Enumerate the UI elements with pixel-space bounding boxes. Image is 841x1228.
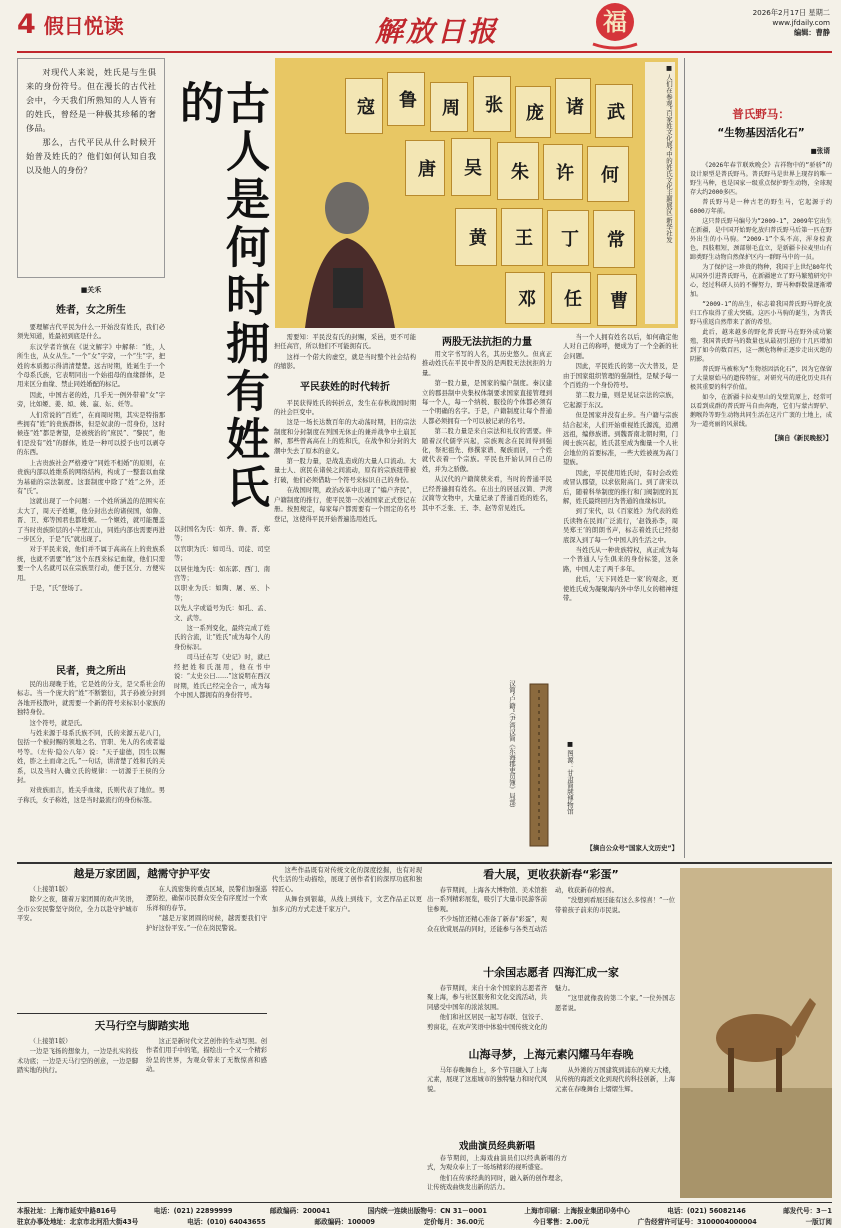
surname-tile: 邓 — [505, 272, 545, 324]
footer-item: 本报社址：上海市延安中路816号 — [17, 1207, 117, 1215]
footer-item: 邮政编码：100009 — [314, 1218, 376, 1226]
sidebar-paragraph: 《2026年春节联欢晚会》吉祥物中的“骄骄”的设计原型是普氏野马。普氏野马是世界上现存的唯一野生马种，也是国家一级重点保护野生动物，全球现存大约2000多匹。 — [690, 162, 832, 196]
surname-tile: 王 — [501, 208, 543, 266]
body-paragraph: 民的出现晚于姓，它是姓的分支，是父系社会的标志。当一个庞大的“姓”不断繁衍，其子孙被分封到各地开枝散叶，就需要一个新的符号来标识小家族的独特身份。 — [17, 681, 165, 717]
body-paragraph: 这一系列变化，最终完成了姓氏的合流，让“姓氏”成为每个人的身份标识。 — [174, 625, 270, 651]
surname-tile: 曹 — [597, 274, 637, 326]
body-paragraph: 这个符号，就是氏。 — [29, 719, 87, 727]
brief-4 — [427, 866, 675, 961]
brief-paragraph: 春节期间，来自十余个国家的志愿者齐聚上海，参与社区服务和文化交流活动，共同感受中国年的浓浓氛围。 — [427, 985, 547, 1011]
sidebar-paragraph: 此后，越来越多的野化普氏野马在野外成功繁殖，我国普氏野马的数量也从最初引进的十几匹增加到了如今的数百匹，这一濒危物种正逐步走出灭绝的阴影。 — [690, 329, 832, 363]
body-paragraph: 到了宋代，以《百家姓》为代表的姓氏读物在民间广泛流行，‘赵钱孙李，周吴郑王’的朗朗书声，标志着姓氏已经彻底深入到了每一个中国人的生活之中。 — [563, 508, 678, 544]
brief-paragraph: 春节期间，上海各大博物馆、美术馆推出一系列精彩展览，吸引了大量市民游客前往参观。 — [427, 887, 547, 913]
body-paragraph: 以官职为氏：如司马、司徒、司空等； — [174, 545, 270, 563]
page-number: 4 — [17, 8, 36, 40]
body-paragraph: 用文字书写的人名，其历史悠久。但真正推动姓氏在平民中普及的是两股无法抗拒的力量。 — [422, 351, 552, 377]
surname-tile: 诸 — [555, 78, 591, 134]
body-paragraph: 第一股力量，是国家的编户制度。秦汉建立的郡县制中央集权体制要求国家直接管理到每一个人，每一个纳税、服役的个体都必须有一个明确的名字。于是，户籍制度让每个普通人都必须拥有一个可以被记录的名号。 — [422, 380, 552, 425]
masthead-logo — [375, 10, 553, 48]
brief-paragraph: “没想到看展还能有这么多惊喜！”一位带着孩子前来的市民说。 — [555, 897, 675, 914]
fu-seal — [585, 0, 645, 52]
section-name: 假日悦读 — [43, 13, 124, 38]
masthead-text: 解放日报 — [375, 15, 500, 48]
sidebar-paragraph: 普氏野马被称为“生物基因活化石”，因为它保留了大量原始马的遗传特征，对研究马的进化历史具有极其重要的科学价值。 — [690, 366, 832, 391]
brief-paragraph: 这些作品既有对传统文化的深度挖掘，也有对现代生活的生动描绘，展现了创作者们的深厚功底和独特匠心。 — [272, 867, 422, 893]
brief-paragraph: 一边是飞扬的想象力，一边是扎实的技术功底；一边是天马行空的创意，一边是脚踏实地的执行。 — [17, 1048, 138, 1075]
footer-item: 今日零售：2.00元 — [533, 1218, 589, 1226]
header-meta — [718, 8, 830, 38]
surname-tile: 武 — [595, 84, 633, 138]
sidebar-credit: 【摘自《新民晚报》】 — [771, 434, 832, 442]
sidebar-paragraph: 普氏野马是一种古老的野生马，它起源于约6000万年前。 — [690, 199, 832, 215]
brief-3 — [272, 866, 422, 1198]
sidebar-byline: ■张谞 — [810, 147, 830, 155]
main-title: 古人是何时拥有姓氏的 — [172, 80, 269, 512]
brief-lede: （上接第1版） — [29, 886, 72, 893]
body-paragraph: 这是一场长达数百年的大动荡时期，旧的宗法制度和分封制度在列国无休止的兼并战争中土崩瓦解，那些曾高高在上的姓和氏，在战争和分封的大潮中失去了原本的意义。 — [274, 419, 416, 455]
surname-tile: 任 — [551, 272, 591, 324]
brief-lede: （上接第1版） — [29, 1038, 72, 1045]
body-paragraph: 当一个人拥有姓名以后，如何确定他人对自己的称呼，便成为了一个全新的社会问题。 — [563, 334, 678, 360]
surname-tile: 吴 — [451, 138, 491, 196]
subhead-3: 平民获姓的时代转折 — [300, 381, 390, 393]
footer-item: 电话：(021) 22899999 — [153, 1207, 233, 1215]
body-paragraph: 需要知：平民没有氏的封赐，采邑，更不可能担任高官，所以他们不可能拥有氏。 — [274, 334, 416, 351]
brief-paragraph: 这正是新时代文艺创作的生动写照。创作者们用手中的笔，描绘出一个又一个精彩纷呈的世界，为观众带来了无数惊喜和感动。 — [146, 1038, 267, 1074]
footer-item: 定价每月：36.00元 — [423, 1218, 485, 1226]
body-paragraph: 当姓氏从一种贵族特权，真正成为每一个普通人与生俱来的身份标签，这条路，中国人走了两千多年。 — [563, 546, 678, 573]
svg-text:福: 福 — [603, 7, 627, 36]
subhead-4: 两股无法抗拒的力量 — [442, 337, 532, 348]
brief-paragraph: 马年春晚舞台上，多个节目融入了上海元素，展现了这座城市的独特魅力和时代风貌。 — [427, 1067, 547, 1093]
body-paragraph: 人们常说的“百姓”，在商周时期，其实是特指那些拥有“姓”的贵族群体，但是奴隶的一贯身份，这时候连“姓”都是奢望，是被统治的“庶民”、“黎民”，他们是没有“姓”的群体，姓是一种可以授予也可以剥夺的东西。 — [17, 411, 165, 457]
sidebar-paragraph: 如今，在新疆卡拉麦里山的戈壁荒原上，经常可以看到成群的普氏野马自由奔跑，它们与蒙古野驴、鹅喉羚等野生动物共同生活在这片广袤的土地上，成为一道亮丽的风景线。 — [690, 394, 832, 428]
body-paragraph: 对贵族而言，姓关乎血缘，氏则代表了地位。男子称氏，女子称姓，这是当时最流行的身份标签。 — [17, 787, 165, 804]
body-paragraph: 上古贵族社会严格遵守“同姓不相婚”的原则，在贵族内部以姓维系的网络结构，构成了一整套以血缘为基础的宗法制度。这套制度中除了“姓”之外，还有“氏”。 — [17, 459, 165, 495]
brief-paragraph: 从舞台到银幕，从线上到线下，文艺作品正以更加多元的方式走进千家万户。 — [272, 896, 422, 913]
brief-paragraph: 春节期间，上海戏曲演员们以经典新唱的方式，为观众奉上了一场场精彩的视听盛宴。 — [427, 1155, 567, 1172]
body-paragraph: 以封国名为氏：如齐、鲁、晋、郑等； — [174, 526, 270, 543]
brief-paragraph: 不少场馆还精心准备了新春“彩蛋”，观众在欣赏展品的同时，还能参与各类互动活动，收获新春的惊喜。 — [427, 887, 618, 933]
brief-paragraph: 除夕之夜，随着万家团圆的欢声笑语，全市公安民警坚守岗位，全力以赴守护城市平安。 — [17, 896, 138, 923]
body-paragraph: 以职业为氏：如陶、屠、巫、卜等； — [174, 585, 270, 602]
footer-item: 邮发代号：3－1 — [783, 1207, 832, 1215]
footer-rule — [17, 1202, 832, 1203]
brief-divider — [17, 1013, 267, 1014]
body-paragraph: 东汉学者许慎在《说文解字》中解释：“姓，人所生也，从女从生。”一个“女”字旁，一个“生”字，把姓的本质揭示得清清楚楚。远古时期，姓诞生于一个个母系氏族，它表明同出一个始祖母的血缘群体，是用来区分血缘、禁止同姓婚配的标记。 — [17, 343, 165, 389]
section-badge — [17, 4, 146, 44]
surname-tile: 黄 — [455, 208, 497, 266]
surname-tile: 庞 — [515, 86, 551, 138]
footer-item: 邮政编码：200041 — [269, 1207, 331, 1215]
body-paragraph: 于是，“氏”登场了。 — [29, 584, 87, 592]
main-col-1b — [17, 680, 165, 855]
bamboo-slip-image — [518, 680, 560, 850]
main-col-3 — [274, 333, 416, 855]
brief-title: 天马行空与脚踏实地 — [94, 1020, 190, 1032]
body-paragraph: 此后，‘天下同姓是一家’的观念，更使姓氏成为凝聚海内外中华儿女的精神纽带。 — [563, 576, 678, 602]
footer-item: 电话：(010) 64043655 — [187, 1218, 266, 1226]
brief-paragraph: 在人流密集的重点区域，民警们加强巡逻防控，确保市民群众安全有序度过一个欢乐祥和的春节。 — [146, 886, 267, 912]
body-paragraph: 因此，平民使用姓氏时，有时会改姓或冒认郡望，以求依附高门。到了唐宋以后，随着科举制度的推行和门阀制度的瓦解，姓氏最终回归为普通的血缘标识。 — [563, 469, 678, 505]
website[interactable]: www.jfdaily.com — [772, 18, 830, 27]
surname-tile: 常 — [593, 210, 635, 268]
surname-tile: 周 — [430, 82, 468, 132]
main-col-2 — [174, 525, 270, 855]
body-paragraph: 因此，中国古老的姓，几乎无一例外带着“女”字旁，比如姬、姜、姒、姚、嬴、妘、妊等。 — [17, 391, 165, 409]
editor: 编辑：曹静 — [794, 28, 830, 37]
bottom-section-rule — [17, 862, 832, 864]
sidebar-paragraph: 这只普氏野马编号为“2009-1”，2009年它出生在新疆，是中国开始野化放归普氏野马后第一匹在野外出生的小马驹。“2009-1”个头不高，浑身棕黄色，四肢粗短，颈部鬃毛直立，是新疆卡拉麦里山有蹄类野生动物自然保护区内一群野马中的一员。 — [690, 218, 832, 261]
footer-row-2 — [17, 1216, 832, 1226]
body-paragraph: 以先人字或谥号为氏：如孔、孟、文、武等。 — [174, 605, 270, 622]
body-paragraph: 对于平民来说，他们并不属于高高在上的贵族系统，也就不需要“姓”这个东西来标记血缘，他们只需要一个人名就可以在宗族里行动，便于区分、方便实用。 — [17, 546, 165, 582]
brief-title: 戏曲演员经典新唱 — [458, 1141, 535, 1152]
body-paragraph: 第二股力量是来自宗法和礼仪的需要。伴随着汉代儒学兴起，宗族观念在民间得到强化，祭祀祖先、修撰家谱、聚族而居，一个姓就代表着一个宗族。平民也开始认同自己的姓，并为之骄傲。 — [422, 428, 552, 473]
brief-title: 看大展，更收获新春“彩蛋” — [483, 868, 619, 881]
body-paragraph: 从汉代的户籍简牍来看，当时的普通平民已经普遍拥有姓名。在出土的居延汉简、尹湾汉简等文物中，大量记录了普通百姓的姓名，其中不乏张、王、李、赵等常见姓氏。 — [422, 476, 552, 512]
subhead-2: 民者，贵之所出 — [56, 666, 126, 677]
photo-caption: ■ 人们在参观“百家姓文化展”中的姓氏文化主题展区 新华社发 — [645, 62, 675, 324]
page-header — [0, 0, 841, 52]
main-col-1 — [17, 323, 165, 658]
sidebar-divider — [684, 58, 685, 858]
byline: ■关禾 — [80, 286, 102, 294]
sidebar-article — [690, 106, 832, 858]
brief-paragraph: 他们在传承经典的同时，融入新的创作理念，让传统戏曲焕发出新的活力。 — [427, 1174, 567, 1192]
intro-box — [17, 58, 165, 278]
brief-paragraph: “越是万家团圆的时候，越需要我们守护好这份平安。”一位在岗民警说。 — [146, 915, 267, 932]
main-byline — [17, 285, 165, 316]
main-col-5 — [563, 333, 678, 843]
surname-tile: 鲁 — [387, 72, 425, 126]
brief-paragraph: 他们和社区居民一起写春联、包饺子、剪窗花，在欢声笑语中体验中国传统文化的魅力。 — [427, 985, 574, 1031]
sidebar-paragraph: “2009-1”的出生，标志着我国普氏野马野化放归工作取得了重大突破。这匹小马驹的诞生，为普氏野马重返自然带来了新的希望。 — [690, 301, 832, 326]
body-paragraph: 与姓来源于母系氏族不同，氏的来源五花八门，包括一个被封赐的领地之名、官职、先人的名或者谥号等。（左传·隐公八年）说：“天子建德，因生以赐姓，胙之土而命之氏。”一句话，讲清楚了姓和氏的关系，以及当时人确立氏的规律：一切源于王侯的分封。 — [17, 730, 165, 785]
bamboo-slip-caption: 汉简“户籍”（尹湾汉简《东海郡吏员簿》局部） — [508, 680, 516, 812]
brief-2 — [17, 1018, 267, 1198]
brief-6 — [427, 1046, 675, 1136]
body-paragraph: 这就出现了一个问题：一个姓所涵盖的范围实在太大了，周天子姓姬，他分封出去的诸侯国，如鲁、晋、卫、郑等国君也都姓姬。一个姬姓，就可能覆盖了当时贵族阶层的小半壁江山，同姓内部也需要再进一步区分，于是“氏”就出现了。 — [17, 498, 165, 543]
surname-tile: 唐 — [405, 140, 445, 196]
sidebar-subtitle: “生物基因活化石” — [717, 127, 805, 139]
brief-title: 越是万家团圆，越需守护平安 — [73, 868, 211, 880]
body-paragraph: 在战国时期，政治改革中出现了“编户齐民”，户籍制度的推行，使平民第一次被国家正式登记在册。按照规定，每家每户都需要有一个固定的名号登记，这使得平民开始普遍选用姓氏。 — [274, 487, 416, 523]
surname-wall-photo — [275, 58, 678, 328]
brief-7 — [427, 1138, 567, 1198]
footer-item: 驻京办事处地址：北京市北河沿大街43号 — [17, 1218, 139, 1226]
footer-item: 上海市印刷：上海报业集团印务中心 — [524, 1207, 630, 1215]
header-rule — [17, 51, 832, 53]
footer-item: 一版订阅 — [805, 1218, 832, 1226]
brief-5 — [427, 964, 675, 1044]
footer-item: 广告经营许可证号：3100004000004 — [637, 1218, 757, 1226]
surname-tile: 许 — [543, 144, 583, 200]
body-paragraph: 但是国家并没有止步。当户籍与宗族结合起来，人们开始重视姓氏源流，追溯远祖，编修族谱。到魏晋南北朝时期，门阀士族兴起，姓氏甚至成为衡量一个人社会地位的首要标准，一些大姓被视为高门望族。 — [563, 412, 678, 467]
sidebar-paragraph: 为了保护这一珍贵的物种，我国于上世纪80年代从国外引进普氏野马，在新疆建立了野马繁殖研究中心，经过科研人员的不懈努力，野马种群数量逐渐增加。 — [690, 264, 832, 298]
intro-text: 对现代人来说，姓氏是与生俱来的身份符号。但在漫长的古代社会中，今天我们所熟知的人人皆有的姓氏，曾经是一种极其珍稀的奢侈品。 — [26, 67, 156, 133]
brief-title: 山海寻梦，上海元素闪耀马年春晚 — [468, 1048, 634, 1061]
subhead-1: 姓者，女之所生 — [56, 305, 126, 316]
body-paragraph: 第一股力量，是战乱造成的大量人口流动。大量士人、庶民在诸侯之间流动，原有的宗族纽带被打破，他们必须借助一个符号来标识自己的身份。 — [274, 458, 416, 484]
surname-tile: 寇 — [345, 78, 383, 134]
brief-title: 十余国志愿者 四海汇成一家 — [483, 966, 619, 979]
bamboo-slip-credit: ■ 图源：甘肃简牍博物馆 — [566, 740, 574, 815]
footer-item: 电话：(021) 56082146 — [667, 1207, 746, 1215]
issue-date: 2026年2月17日 星期二 — [752, 8, 830, 17]
body-paragraph: 要理解古代平民为什么一开始没有姓氏，我们必须先知道，姓最初到底是什么。 — [17, 324, 165, 341]
body-paragraph: 第二股力量，则是见证宗法的宗族，它起源于东汉。 — [563, 392, 678, 409]
body-paragraph: 司马迁在写《史记》时，就已经把姓和氏混用，他在书中说：“太史公曰……”这说明在西汉时期，姓氏已经完全合一，成为每个中国人都拥有的身份符号。 — [174, 654, 270, 699]
body-paragraph: 因此，平民姓氏的第一次大普及，是由于国家组织管理的强制性，是赋予每一个百姓的一个身份符号。 — [563, 363, 678, 390]
surname-tile: 张 — [473, 76, 511, 132]
main-credit: 【摘自公众号“国家人文历史”】 — [586, 844, 678, 852]
body-paragraph: 以居住地为氏：如东郭、西门、南宫等； — [174, 565, 270, 583]
intro-question: 那么，古代平民从什么时候开始普及姓氏的？他们如何认知自我以及他人的身份？ — [26, 137, 156, 175]
body-paragraph: 这样一个偌大的虚空，就是当时整个社会结构的缩影。 — [274, 353, 416, 371]
body-paragraph: 平民获得姓氏的转折点，发生在春秋战国时期的社会巨变中。 — [274, 399, 416, 417]
sidebar-title: 普氏野马： — [732, 107, 790, 121]
surname-tile: 丁 — [547, 210, 589, 266]
surname-tile: 何 — [587, 146, 629, 202]
surname-tile: 朱 — [497, 142, 539, 200]
footer-row-1 — [17, 1205, 832, 1215]
brief-paragraph: “这里就像我的第二个家。”一位外国志愿者说。 — [555, 995, 675, 1012]
footer-item: 国内统一连续出版物号：CN 31－0001 — [367, 1207, 487, 1215]
horse-photo — [680, 868, 832, 1198]
brief-paragraph: 从外滩的万国建筑到浦东的摩天大楼，从传统的海派文化到现代的科技创新，上海元素在春晚舞台上熠熠生辉。 — [555, 1067, 675, 1093]
brief-1 — [17, 866, 267, 1011]
visitor-figure — [285, 168, 405, 328]
